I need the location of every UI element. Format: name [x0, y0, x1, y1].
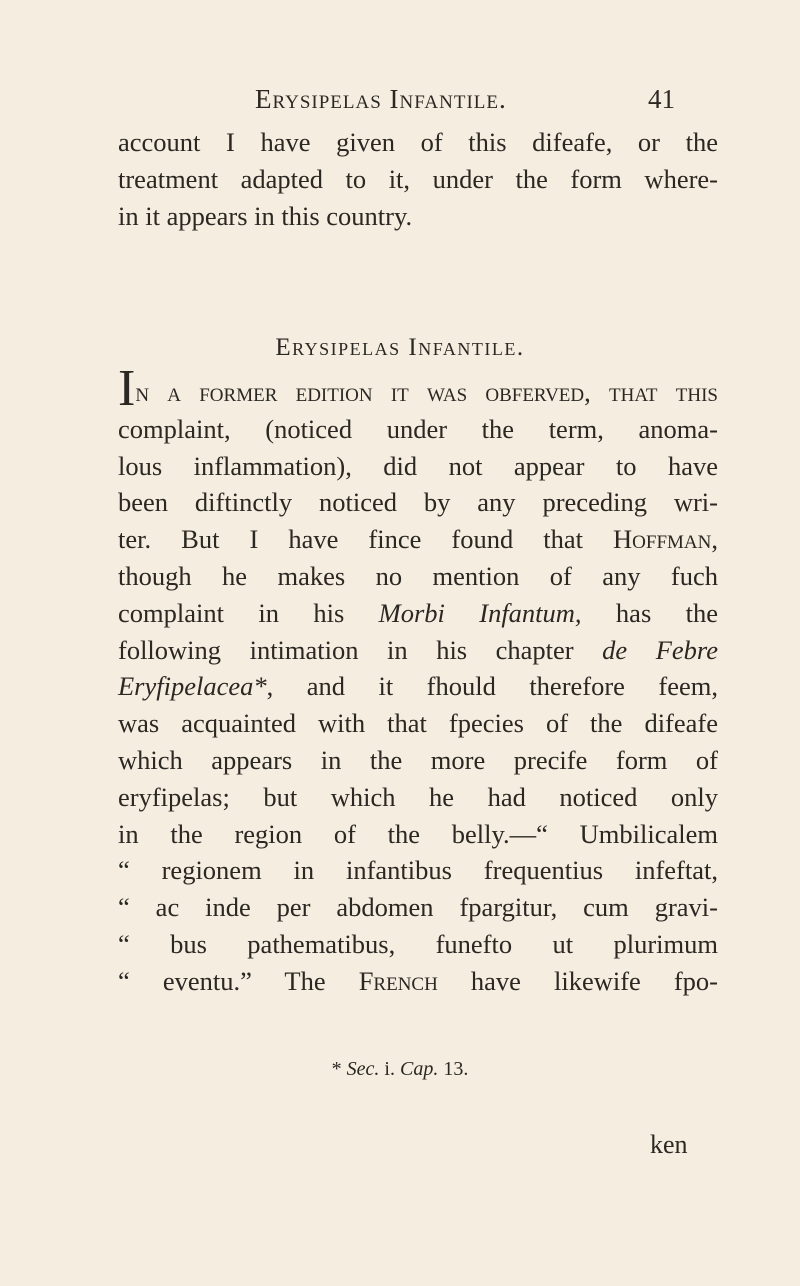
nation-name: French	[358, 965, 438, 996]
chapter-title: de Febre	[602, 634, 718, 665]
text-line: eryfipelas; but which he had noticed only	[118, 781, 718, 812]
text-line: treatment adapted to it, under the form where-	[118, 163, 718, 194]
text-line: in it appears in this country.	[118, 200, 413, 231]
chapter-title-cont: Eryfipelacea*	[118, 671, 267, 702]
catchword: ken	[650, 1130, 688, 1159]
book-title: Morbi Infantum,	[378, 597, 582, 628]
section-heading: Erysipelas Infantile.	[275, 334, 525, 361]
text-line: been diftinctly noticed by any preceding wri-	[118, 487, 718, 518]
intro-paragraph	[118, 124, 718, 234]
text-line: Eryfipelacea*, and it fhould therefore feem,	[118, 671, 718, 702]
text-line: “ bus pathematibus, funefto ut plurimum	[118, 928, 718, 959]
text-line: complaint in his Morbi Infantum, has the	[118, 597, 719, 628]
body-paragraph	[118, 360, 719, 1000]
text-line: complaint, (noticed under the term, anoma-	[118, 413, 718, 444]
text-line: “ regionem in infantibus frequentius infeftat,	[118, 855, 718, 886]
text-line: though he makes no mention of any fuch	[118, 560, 718, 591]
text-line: which appears in the more precife form of	[118, 744, 718, 775]
text-line: lous inflammation), did not appear to have	[118, 450, 718, 481]
text-line: following intimation in his chapter de Febre	[118, 634, 718, 665]
running-head: Erysipelas Infantile.	[255, 84, 507, 114]
text-line: in the region of the belly.—“ Umbilicalem	[118, 818, 718, 849]
text-line: In a former edition it was obferved, that this	[118, 360, 718, 417]
text-line: “ ac inde per abdomen fpargitur, cum gravi-	[118, 892, 718, 923]
text-line: account I have given of this difeafe, or the	[118, 127, 718, 157]
text-line: “ eventu.” The French have likewife fpo-	[118, 965, 718, 996]
text-line: ter. But I have fince found that Hoffman,	[118, 524, 718, 555]
page-number: 41	[648, 84, 675, 114]
text-line: was acquainted with that fpecies of the difeafe	[118, 708, 718, 739]
author-name: Hoffman,	[613, 524, 718, 555]
drop-cap: I	[118, 360, 136, 417]
footnote: * Sec. i. Cap. 13.	[331, 1058, 469, 1080]
footnote-marker: *	[331, 1058, 342, 1080]
